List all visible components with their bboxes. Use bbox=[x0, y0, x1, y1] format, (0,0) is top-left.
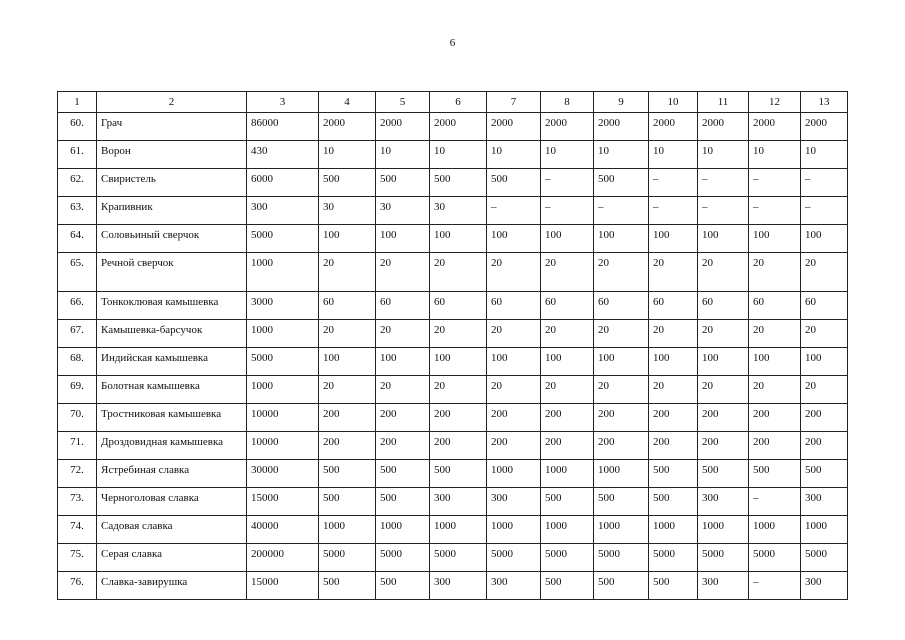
species-name-cell: Грач bbox=[97, 113, 247, 141]
table-row bbox=[58, 572, 848, 600]
species-name-cell: Славка-завирушка bbox=[97, 572, 247, 600]
count-cell: 6000 bbox=[247, 169, 319, 197]
count-cell: 200 bbox=[594, 404, 649, 432]
count-cell: 30 bbox=[319, 197, 376, 225]
species-name-cell: Болотная камышевка bbox=[97, 376, 247, 404]
count-cell: 5000 bbox=[430, 544, 487, 572]
row-number-cell: 70. bbox=[58, 404, 97, 432]
count-cell: – bbox=[749, 488, 801, 516]
count-cell: 500 bbox=[649, 460, 698, 488]
count-cell: 20 bbox=[541, 253, 594, 292]
column-header: 5 bbox=[376, 92, 430, 113]
count-cell: 100 bbox=[649, 348, 698, 376]
count-cell: 5000 bbox=[649, 544, 698, 572]
species-name-cell: Соловьиный сверчок bbox=[97, 225, 247, 253]
count-cell: 20 bbox=[649, 376, 698, 404]
table-row bbox=[58, 516, 848, 544]
table-row bbox=[58, 348, 848, 376]
page-number: 6 bbox=[449, 37, 456, 49]
count-cell: 5000 bbox=[801, 544, 848, 572]
count-cell: 500 bbox=[698, 460, 749, 488]
row-number-cell: 61. bbox=[58, 141, 97, 169]
count-cell: 1000 bbox=[749, 516, 801, 544]
count-cell: 1000 bbox=[430, 516, 487, 544]
count-cell: 500 bbox=[376, 488, 430, 516]
species-name-cell: Черноголовая славка bbox=[97, 488, 247, 516]
count-cell: 100 bbox=[376, 348, 430, 376]
table-row bbox=[58, 376, 848, 404]
count-cell: 100 bbox=[541, 348, 594, 376]
count-cell: 20 bbox=[376, 253, 430, 292]
count-cell: 20 bbox=[698, 320, 749, 348]
count-cell: 100 bbox=[319, 348, 376, 376]
count-cell: 500 bbox=[376, 572, 430, 600]
count-cell: 20 bbox=[487, 253, 541, 292]
count-cell: 200 bbox=[649, 404, 698, 432]
table-row bbox=[58, 169, 848, 197]
row-number-cell: 65. bbox=[58, 253, 97, 292]
count-cell: 1000 bbox=[801, 516, 848, 544]
table-row bbox=[58, 113, 848, 141]
count-cell: 20 bbox=[801, 376, 848, 404]
count-cell: 5000 bbox=[698, 544, 749, 572]
count-cell: 500 bbox=[594, 169, 649, 197]
row-number-cell: 74. bbox=[58, 516, 97, 544]
table-row bbox=[58, 225, 848, 253]
column-header: 6 bbox=[430, 92, 487, 113]
column-header: 8 bbox=[541, 92, 594, 113]
row-number-cell: 68. bbox=[58, 348, 97, 376]
count-cell: 500 bbox=[649, 488, 698, 516]
count-cell: 5000 bbox=[319, 544, 376, 572]
row-number-cell: 62. bbox=[58, 169, 97, 197]
count-cell: 20 bbox=[594, 320, 649, 348]
column-header: 7 bbox=[487, 92, 541, 113]
count-cell: 200 bbox=[541, 432, 594, 460]
count-cell: 5000 bbox=[749, 544, 801, 572]
row-number-cell: 72. bbox=[58, 460, 97, 488]
count-cell: 100 bbox=[487, 225, 541, 253]
count-cell: 60 bbox=[594, 292, 649, 320]
count-cell: 500 bbox=[376, 460, 430, 488]
count-cell: 20 bbox=[594, 253, 649, 292]
count-cell: 2000 bbox=[319, 113, 376, 141]
species-name-cell: Тростниковая камышевка bbox=[97, 404, 247, 432]
count-cell: 100 bbox=[749, 225, 801, 253]
count-cell: 500 bbox=[319, 488, 376, 516]
count-cell: 500 bbox=[801, 460, 848, 488]
count-cell: 20 bbox=[541, 376, 594, 404]
count-cell: 100 bbox=[698, 225, 749, 253]
count-cell: 500 bbox=[487, 169, 541, 197]
table-row bbox=[58, 544, 848, 572]
count-cell: 2000 bbox=[487, 113, 541, 141]
count-cell: 60 bbox=[487, 292, 541, 320]
count-cell: 60 bbox=[319, 292, 376, 320]
species-name-cell: Дроздовидная камышевка bbox=[97, 432, 247, 460]
count-cell: 1000 bbox=[594, 516, 649, 544]
count-cell: 500 bbox=[319, 169, 376, 197]
count-cell: 1000 bbox=[594, 460, 649, 488]
count-cell: 100 bbox=[319, 225, 376, 253]
table-row bbox=[58, 404, 848, 432]
count-cell: 100 bbox=[801, 348, 848, 376]
count-cell: 20 bbox=[698, 376, 749, 404]
count-cell: 5000 bbox=[247, 348, 319, 376]
count-cell: 20 bbox=[749, 253, 801, 292]
species-name-cell: Индийская камышевка bbox=[97, 348, 247, 376]
count-cell: 500 bbox=[430, 169, 487, 197]
count-cell: 200000 bbox=[247, 544, 319, 572]
count-cell: 500 bbox=[594, 572, 649, 600]
row-number-cell: 73. bbox=[58, 488, 97, 516]
species-name-cell: Ворон bbox=[97, 141, 247, 169]
count-cell: 300 bbox=[430, 572, 487, 600]
count-cell: 200 bbox=[541, 404, 594, 432]
count-cell: 10 bbox=[749, 141, 801, 169]
species-name-cell: Свиристель bbox=[97, 169, 247, 197]
count-cell: 200 bbox=[319, 432, 376, 460]
count-cell: 60 bbox=[376, 292, 430, 320]
count-cell: 2000 bbox=[541, 113, 594, 141]
count-cell: 2000 bbox=[430, 113, 487, 141]
count-cell: – bbox=[801, 169, 848, 197]
count-cell: 500 bbox=[376, 169, 430, 197]
count-cell: 100 bbox=[541, 225, 594, 253]
count-cell: 5000 bbox=[376, 544, 430, 572]
count-cell: 200 bbox=[698, 404, 749, 432]
column-header: 10 bbox=[649, 92, 698, 113]
row-number-cell: 71. bbox=[58, 432, 97, 460]
count-cell: 5000 bbox=[487, 544, 541, 572]
count-cell: 20 bbox=[319, 253, 376, 292]
count-cell: – bbox=[541, 197, 594, 225]
column-header: 2 bbox=[97, 92, 247, 113]
count-cell: 15000 bbox=[247, 488, 319, 516]
table-row bbox=[58, 253, 848, 292]
count-cell: 300 bbox=[487, 488, 541, 516]
table-row bbox=[58, 460, 848, 488]
count-cell: 200 bbox=[749, 432, 801, 460]
count-cell: 20 bbox=[487, 376, 541, 404]
count-cell: 20 bbox=[487, 320, 541, 348]
count-cell: 10 bbox=[801, 141, 848, 169]
count-cell: 200 bbox=[801, 404, 848, 432]
count-cell: 500 bbox=[541, 488, 594, 516]
count-cell: 430 bbox=[247, 141, 319, 169]
table-row bbox=[58, 488, 848, 516]
count-cell: 20 bbox=[319, 376, 376, 404]
species-name-cell: Садовая славка bbox=[97, 516, 247, 544]
row-number-cell: 60. bbox=[58, 113, 97, 141]
table-row bbox=[58, 141, 848, 169]
count-cell: 200 bbox=[649, 432, 698, 460]
count-cell: 500 bbox=[649, 572, 698, 600]
count-cell: 2000 bbox=[594, 113, 649, 141]
species-name-cell: Тонкоклювая камышевка bbox=[97, 292, 247, 320]
count-cell: 1000 bbox=[541, 460, 594, 488]
count-cell: 40000 bbox=[247, 516, 319, 544]
count-cell: 500 bbox=[594, 488, 649, 516]
count-cell: 60 bbox=[749, 292, 801, 320]
count-cell: 100 bbox=[801, 225, 848, 253]
row-number-cell: 63. bbox=[58, 197, 97, 225]
count-cell: 2000 bbox=[698, 113, 749, 141]
count-cell: 1000 bbox=[487, 516, 541, 544]
count-cell: 20 bbox=[430, 253, 487, 292]
count-cell: 10000 bbox=[247, 432, 319, 460]
count-cell: – bbox=[649, 169, 698, 197]
species-name-cell: Крапивник bbox=[97, 197, 247, 225]
table-header-row bbox=[58, 92, 848, 113]
count-cell: 20 bbox=[430, 320, 487, 348]
count-cell: 1000 bbox=[376, 516, 430, 544]
count-cell: 10 bbox=[649, 141, 698, 169]
count-cell: 10000 bbox=[247, 404, 319, 432]
count-cell: 2000 bbox=[801, 113, 848, 141]
count-cell: 1000 bbox=[247, 320, 319, 348]
count-cell: 20 bbox=[376, 320, 430, 348]
count-cell: – bbox=[749, 572, 801, 600]
row-number-cell: 64. bbox=[58, 225, 97, 253]
count-cell: 300 bbox=[698, 572, 749, 600]
count-cell: 200 bbox=[749, 404, 801, 432]
count-cell: 100 bbox=[430, 225, 487, 253]
count-cell: 20 bbox=[430, 376, 487, 404]
count-cell: – bbox=[698, 169, 749, 197]
table-row bbox=[58, 320, 848, 348]
row-number-cell: 66. bbox=[58, 292, 97, 320]
count-cell: – bbox=[541, 169, 594, 197]
count-cell: 1000 bbox=[541, 516, 594, 544]
count-cell: – bbox=[487, 197, 541, 225]
count-cell: 100 bbox=[376, 225, 430, 253]
count-cell: – bbox=[801, 197, 848, 225]
count-cell: 300 bbox=[698, 488, 749, 516]
count-cell: 60 bbox=[649, 292, 698, 320]
table-row bbox=[58, 197, 848, 225]
count-cell: 10 bbox=[541, 141, 594, 169]
count-cell: 2000 bbox=[749, 113, 801, 141]
count-cell: – bbox=[749, 197, 801, 225]
count-cell: 200 bbox=[698, 432, 749, 460]
count-cell: 100 bbox=[698, 348, 749, 376]
count-cell: 500 bbox=[319, 460, 376, 488]
count-cell: 20 bbox=[801, 320, 848, 348]
count-cell: 100 bbox=[430, 348, 487, 376]
count-cell: 15000 bbox=[247, 572, 319, 600]
count-cell: 1000 bbox=[487, 460, 541, 488]
count-cell: 300 bbox=[247, 197, 319, 225]
count-cell: – bbox=[594, 197, 649, 225]
table-row bbox=[58, 292, 848, 320]
count-cell: 60 bbox=[430, 292, 487, 320]
count-cell: 1000 bbox=[247, 253, 319, 292]
species-name-cell: Ястребиная славка bbox=[97, 460, 247, 488]
count-cell: – bbox=[649, 197, 698, 225]
count-cell: 100 bbox=[594, 225, 649, 253]
count-cell: 60 bbox=[801, 292, 848, 320]
count-cell: 5000 bbox=[541, 544, 594, 572]
column-header: 11 bbox=[698, 92, 749, 113]
count-cell: 20 bbox=[594, 376, 649, 404]
count-cell: 5000 bbox=[594, 544, 649, 572]
column-header: 4 bbox=[319, 92, 376, 113]
count-cell: 20 bbox=[749, 376, 801, 404]
count-cell: 200 bbox=[430, 432, 487, 460]
count-cell: 100 bbox=[594, 348, 649, 376]
count-cell: 1000 bbox=[649, 516, 698, 544]
count-cell: – bbox=[749, 169, 801, 197]
count-cell: – bbox=[698, 197, 749, 225]
count-cell: 200 bbox=[376, 404, 430, 432]
count-cell: 10 bbox=[487, 141, 541, 169]
count-cell: 20 bbox=[541, 320, 594, 348]
count-cell: 500 bbox=[749, 460, 801, 488]
count-cell: 60 bbox=[541, 292, 594, 320]
row-number-cell: 69. bbox=[58, 376, 97, 404]
count-cell: 300 bbox=[430, 488, 487, 516]
count-cell: 1000 bbox=[698, 516, 749, 544]
count-cell: 3000 bbox=[247, 292, 319, 320]
count-cell: 10 bbox=[376, 141, 430, 169]
count-cell: 60 bbox=[698, 292, 749, 320]
count-cell: 20 bbox=[376, 376, 430, 404]
row-number-cell: 67. bbox=[58, 320, 97, 348]
count-cell: 200 bbox=[319, 404, 376, 432]
count-cell: 10 bbox=[430, 141, 487, 169]
column-header: 3 bbox=[247, 92, 319, 113]
count-cell: 100 bbox=[649, 225, 698, 253]
count-cell: 300 bbox=[801, 488, 848, 516]
table-row bbox=[58, 432, 848, 460]
row-number-cell: 76. bbox=[58, 572, 97, 600]
column-header: 1 bbox=[58, 92, 97, 113]
count-cell: 500 bbox=[541, 572, 594, 600]
count-cell: 20 bbox=[319, 320, 376, 348]
count-cell: 30000 bbox=[247, 460, 319, 488]
count-cell: 200 bbox=[376, 432, 430, 460]
count-cell: 20 bbox=[649, 320, 698, 348]
count-cell: 2000 bbox=[376, 113, 430, 141]
count-cell: 200 bbox=[801, 432, 848, 460]
count-cell: 300 bbox=[487, 572, 541, 600]
species-name-cell: Камышевка-барсучок bbox=[97, 320, 247, 348]
column-header: 12 bbox=[749, 92, 801, 113]
count-cell: 1000 bbox=[247, 376, 319, 404]
count-cell: 20 bbox=[749, 320, 801, 348]
count-cell: 5000 bbox=[247, 225, 319, 253]
count-cell: 500 bbox=[430, 460, 487, 488]
count-cell: 200 bbox=[430, 404, 487, 432]
count-cell: 30 bbox=[430, 197, 487, 225]
count-cell: 86000 bbox=[247, 113, 319, 141]
species-name-cell: Серая славка bbox=[97, 544, 247, 572]
column-header: 13 bbox=[801, 92, 848, 113]
count-cell: 500 bbox=[319, 572, 376, 600]
count-cell: 200 bbox=[487, 432, 541, 460]
count-cell: 200 bbox=[594, 432, 649, 460]
count-cell: 30 bbox=[376, 197, 430, 225]
count-cell: 10 bbox=[698, 141, 749, 169]
count-cell: 1000 bbox=[319, 516, 376, 544]
count-cell: 100 bbox=[749, 348, 801, 376]
count-cell: 20 bbox=[801, 253, 848, 292]
bird-count-table bbox=[57, 91, 848, 600]
count-cell: 2000 bbox=[649, 113, 698, 141]
row-number-cell: 75. bbox=[58, 544, 97, 572]
count-cell: 10 bbox=[594, 141, 649, 169]
count-cell: 10 bbox=[319, 141, 376, 169]
count-cell: 200 bbox=[487, 404, 541, 432]
count-cell: 20 bbox=[698, 253, 749, 292]
count-cell: 20 bbox=[649, 253, 698, 292]
count-cell: 300 bbox=[801, 572, 848, 600]
species-name-cell: Речной сверчок bbox=[97, 253, 247, 292]
column-header: 9 bbox=[594, 92, 649, 113]
count-cell: 100 bbox=[487, 348, 541, 376]
